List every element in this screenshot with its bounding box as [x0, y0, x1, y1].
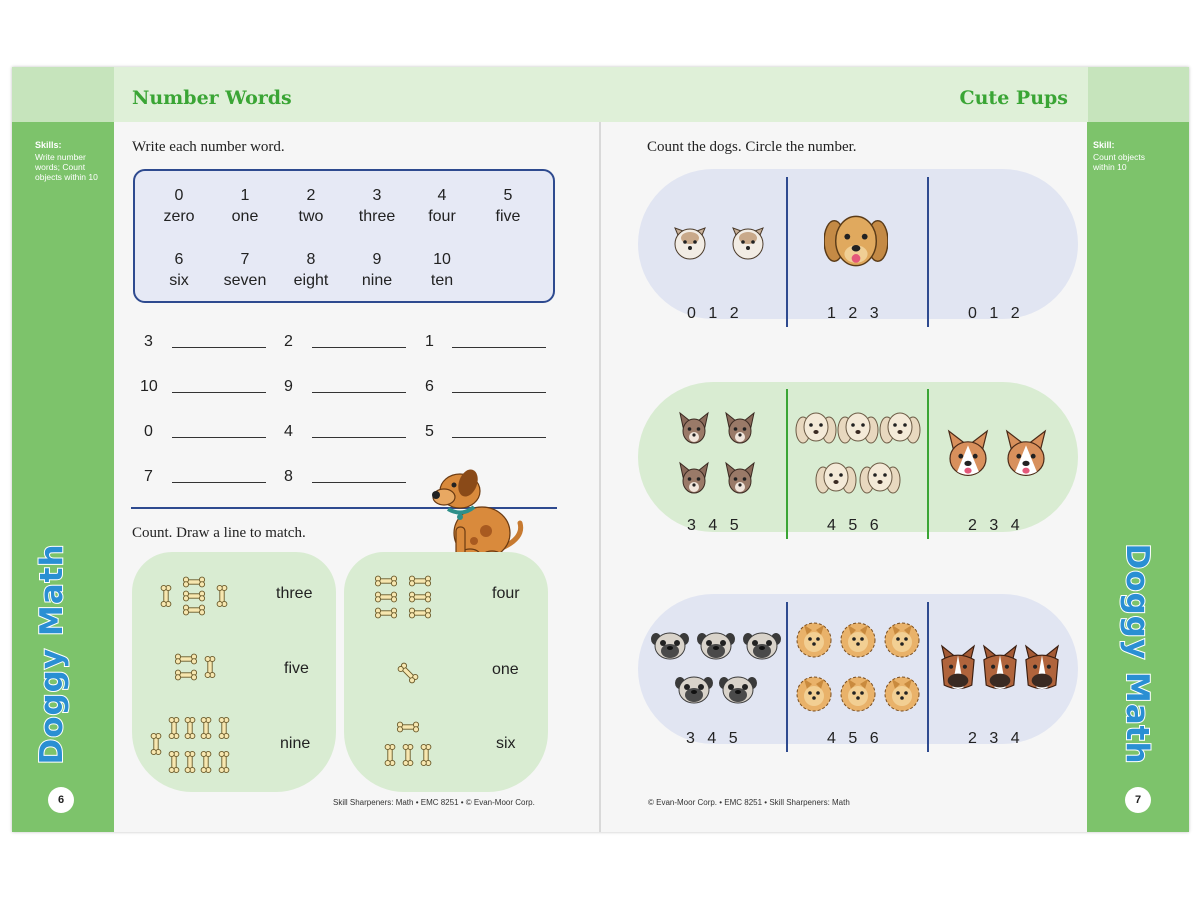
- dog-group-chihuahua: [672, 403, 764, 503]
- answer-line[interactable]: [312, 482, 406, 483]
- right-page: [600, 67, 1088, 832]
- bone-group-three[interactable]: [154, 572, 234, 620]
- right-skills-label: Skill:: [1093, 140, 1115, 150]
- ref-cell: 7 seven: [223, 251, 267, 289]
- dog-group-pomeranian: [790, 613, 926, 721]
- answer-line[interactable]: [172, 392, 266, 393]
- number-choices[interactable]: 4 5 6: [827, 730, 879, 747]
- right-skills-note: [1093, 140, 1163, 172]
- dog-group-spaniel: [792, 405, 926, 505]
- bone-group-nine[interactable]: [148, 712, 244, 780]
- writing-prompt-number: 4: [284, 423, 293, 440]
- right-page-number: 7: [1125, 787, 1151, 813]
- answer-line[interactable]: [172, 437, 266, 438]
- left-side-title: Doggy Math: [34, 543, 70, 765]
- match-word[interactable]: five: [284, 660, 309, 677]
- ref-cell: 2 two: [298, 187, 324, 225]
- answer-line[interactable]: [312, 347, 406, 348]
- writing-prompt-number: 8: [284, 468, 293, 485]
- left-footer: Skill Sharpeners: Math • EMC 8251 • © Evan-Moor Corp.: [333, 798, 535, 807]
- dog-group-golden: [824, 205, 888, 275]
- ref-cell: 4 four: [428, 187, 456, 225]
- left-tab-header: [12, 67, 114, 122]
- answer-line[interactable]: [452, 392, 546, 393]
- writing-prompt-number: 0: [144, 423, 153, 440]
- match-word[interactable]: six: [496, 735, 516, 752]
- answer-line[interactable]: [452, 437, 546, 438]
- left-skills-text: Write number words; Count objects within 10: [35, 152, 98, 182]
- bone-group-six[interactable]: [368, 571, 438, 623]
- answer-line[interactable]: [452, 347, 546, 348]
- number-choices[interactable]: 0 1 2: [687, 305, 739, 322]
- writing-prompt-number: 3: [144, 333, 153, 350]
- number-choices[interactable]: 3 4 5: [686, 730, 738, 747]
- answer-line[interactable]: [312, 392, 406, 393]
- left-skills-note: [35, 140, 105, 182]
- match-word[interactable]: nine: [280, 735, 311, 752]
- ref-cell: 10 ten: [430, 251, 454, 289]
- answer-line[interactable]: [172, 482, 266, 483]
- dog-group-chihuahua-longhair: [660, 217, 770, 267]
- row-divider: [927, 602, 929, 752]
- left-page: [114, 67, 600, 832]
- row-divider: [786, 602, 788, 752]
- match-word[interactable]: one: [492, 661, 519, 678]
- number-choices[interactable]: 1 2 3: [827, 305, 879, 322]
- right-side-title: Doggy Math: [1119, 543, 1155, 765]
- right-footer: © Evan-Moor Corp. • EMC 8251 • Skill Sharpeners: Math: [648, 798, 850, 807]
- row-divider: [927, 177, 929, 327]
- right-page-title: Cute Pups: [959, 87, 1068, 109]
- number-choices[interactable]: 2 3 4: [968, 517, 1020, 534]
- bone-group-one[interactable]: [390, 655, 426, 691]
- dog-group-corgi: [940, 417, 1060, 487]
- writing-prompt-number: 7: [144, 468, 153, 485]
- answer-line[interactable]: [312, 437, 406, 438]
- answer-line[interactable]: [172, 347, 266, 348]
- right-tab-header: [1087, 67, 1189, 122]
- ref-cell: 1 one: [231, 187, 259, 225]
- number-choices[interactable]: 3 4 5: [687, 517, 739, 534]
- writing-prompt-number: 5: [425, 423, 434, 440]
- number-choices[interactable]: 0 1 2: [968, 305, 1020, 322]
- writing-prompt-number: 2: [284, 333, 293, 350]
- instruction-draw-line: Count. Draw a line to match.: [132, 525, 306, 541]
- bone-group-four[interactable]: [380, 717, 440, 775]
- writing-prompt-number: 10: [140, 378, 158, 395]
- row-divider: [786, 177, 788, 327]
- match-word[interactable]: four: [492, 585, 520, 602]
- writing-prompt-number: 9: [284, 378, 293, 395]
- ref-cell: 8 eight: [293, 251, 329, 289]
- left-page-number: 6: [48, 787, 74, 813]
- ref-cell: 6 six: [169, 251, 189, 289]
- ref-cell: 5 five: [495, 187, 521, 225]
- instruction-write-words: Write each number word.: [132, 139, 285, 155]
- ref-cell: 3 three: [358, 187, 396, 225]
- right-skills-text: Count objects within 10: [1093, 152, 1145, 172]
- left-skills-label: Skills:: [35, 140, 62, 150]
- number-choices[interactable]: 4 5 6: [827, 517, 879, 534]
- writing-prompt-number: 6: [425, 378, 434, 395]
- bone-group-five[interactable]: [166, 649, 220, 685]
- match-word[interactable]: three: [276, 585, 313, 602]
- row-divider: [927, 389, 929, 539]
- number-word-reference-box: [133, 169, 555, 303]
- ref-cell: 9 nine: [361, 251, 393, 289]
- ref-cell: 0 zero: [163, 187, 195, 225]
- writing-prompt-number: 1: [425, 333, 434, 350]
- dog-group-pug: [646, 617, 786, 717]
- dog-group-boxer: [934, 631, 1066, 701]
- row-divider: [786, 389, 788, 539]
- instruction-count-dogs: Count the dogs. Circle the number.: [647, 139, 857, 155]
- sitting-puppy-illustration: [426, 467, 530, 565]
- number-choices[interactable]: 2 3 4: [968, 730, 1020, 747]
- left-page-title: Number Words: [132, 87, 292, 109]
